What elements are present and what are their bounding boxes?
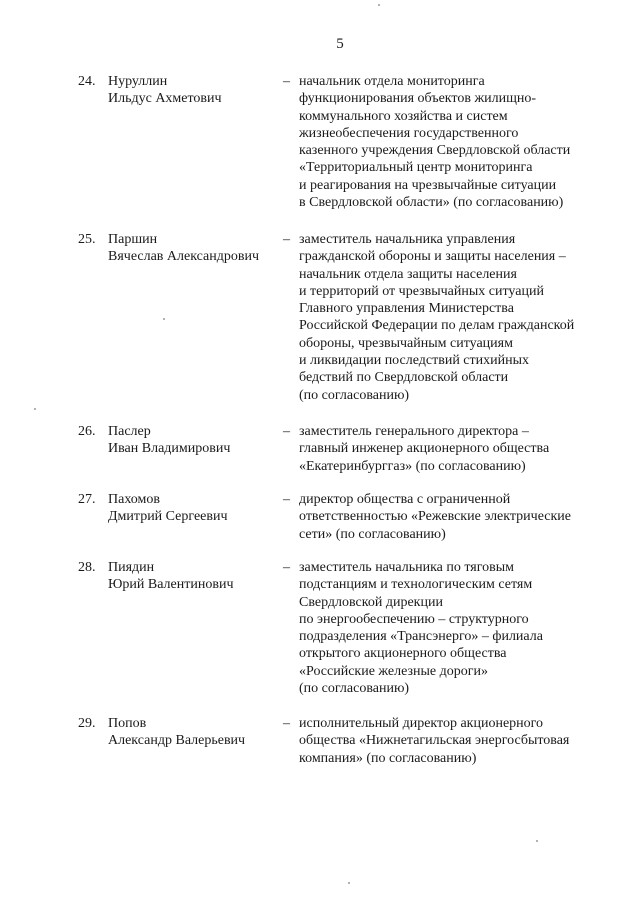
description-line: Главного управления Министерства <box>299 301 514 317</box>
position-description <box>299 231 619 404</box>
description-line: заместитель начальника управления <box>299 232 516 247</box>
description-line: «Территориальный центр мониторинга <box>299 160 533 176</box>
description-line: общества «Нижнетагильская энергосбытовая <box>299 733 570 749</box>
person-surname: Попов <box>108 716 147 731</box>
person-name <box>108 491 283 526</box>
person-name <box>108 715 283 750</box>
scan-speck <box>34 408 36 410</box>
position-description <box>299 73 619 211</box>
description-line: директор общества с ограниченной <box>299 492 511 507</box>
description-line: и реагирования на чрезвычайные ситуации <box>299 177 557 193</box>
description-line: компания» (по согласованию) <box>299 750 477 766</box>
description-line: и территорий от чрезвычайных ситуаций <box>299 283 544 299</box>
entry-number: 26. <box>78 424 96 439</box>
description-line: бедствий по Свердловской области <box>299 370 509 386</box>
position-description <box>299 423 619 475</box>
person-given-name: Иван Владимирович <box>108 441 231 457</box>
scan-speck <box>348 882 350 884</box>
position-description <box>299 491 619 543</box>
entry-dash: – <box>283 716 290 731</box>
description-line: заместитель начальника по тяговым <box>299 560 515 575</box>
description-line: начальник отдела мониторинга <box>299 74 485 89</box>
person-name <box>108 559 283 594</box>
description-line: (по согласованию) <box>299 681 410 697</box>
description-line: заместитель генерального директора – <box>299 424 529 439</box>
person-surname: Нуруллин <box>108 74 168 89</box>
person-surname: Паршин <box>108 232 158 247</box>
description-line: жизнеобеспечения государственного <box>299 125 519 141</box>
entry-dash: – <box>283 560 290 575</box>
description-line: обороны, чрезвычайным ситуациям <box>299 335 513 351</box>
description-line: подразделения «Трансэнерго» – филиала <box>299 629 543 645</box>
description-line: «Екатеринбурггаз» (по согласованию) <box>299 458 526 474</box>
entry-dash: – <box>283 232 290 247</box>
description-line: главный инженер акционерного общества <box>299 441 550 457</box>
entry-number: 27. <box>78 492 96 507</box>
description-line: начальник отдела защиты населения <box>299 266 517 282</box>
entry-number: 28. <box>78 560 96 575</box>
person-surname: Пиядин <box>108 560 155 575</box>
person-given-name: Юрий Валентинович <box>108 577 234 593</box>
description-line: сети» (по согласованию) <box>299 526 446 542</box>
entry-dash: – <box>283 424 290 439</box>
entry-number: 25. <box>78 232 96 247</box>
person-given-name: Ильдус Ахметович <box>108 91 222 107</box>
description-line: функционирования объектов жилищно- <box>299 91 537 107</box>
person-name <box>108 73 283 108</box>
description-line: открытого акционерного общества <box>299 646 507 662</box>
description-line: подстанциям и технологическим сетям <box>299 577 533 593</box>
scan-speck <box>378 4 380 6</box>
person-given-name: Дмитрий Сергеевич <box>108 509 228 525</box>
description-line: коммунального хозяйства и систем <box>299 108 508 124</box>
description-line: «Российские железные дороги» <box>299 663 488 679</box>
entry-dash: – <box>283 74 290 89</box>
person-given-name: Вячеслав Александрович <box>108 249 260 265</box>
person-surname: Пахомов <box>108 492 160 507</box>
position-description <box>299 559 619 697</box>
entry-number: 29. <box>78 716 96 731</box>
description-line: Свердловской дирекции <box>299 594 443 610</box>
entry-number: 24. <box>78 74 96 89</box>
scan-speck <box>163 318 165 320</box>
person-name <box>108 423 283 458</box>
description-line: в Свердловской области» (по согласованию) <box>299 195 564 211</box>
person-given-name: Александр Валерьевич <box>108 733 246 749</box>
description-line: гражданской обороны и защиты населения – <box>299 249 566 265</box>
description-line: исполнительный директор акционерного <box>299 716 544 731</box>
person-surname: Паслер <box>108 424 151 439</box>
description-line: казенного учреждения Свердловской области <box>299 143 571 159</box>
description-line: (по согласованию) <box>299 387 410 403</box>
description-line: Российской Федерации по делам гражданской <box>299 318 575 334</box>
description-line: и ликвидации последствий стихийных <box>299 353 530 369</box>
page-number: 5 <box>336 36 344 52</box>
description-line: по энергообеспечению – структурного <box>299 611 529 627</box>
entry-dash: – <box>283 492 290 507</box>
person-name <box>108 231 283 266</box>
position-description <box>299 715 619 767</box>
scan-speck <box>536 840 538 842</box>
description-line: ответственностью «Режевские электрические <box>299 509 571 525</box>
